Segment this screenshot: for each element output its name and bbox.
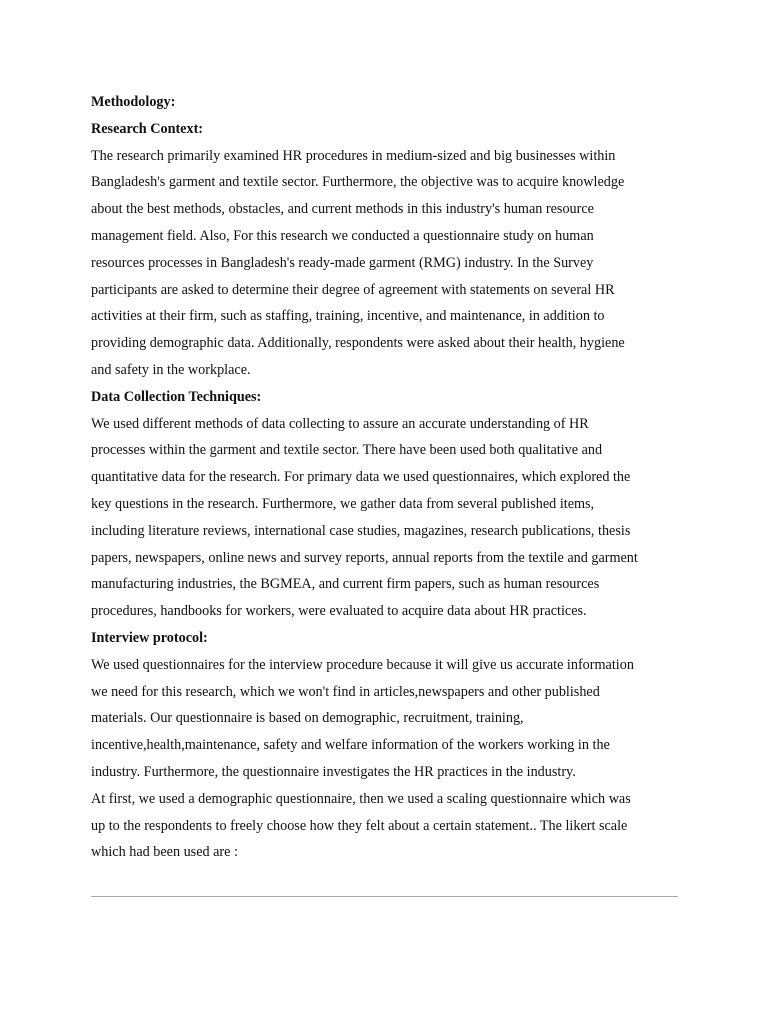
document-body [91,89,678,866]
text-line: management field. Also, For this research we conducted a questionnaire study on human [91,227,594,244]
data-collection-heading: Data Collection Techniques: [91,388,262,405]
text-line: activities at their firm, such as staffing, training, incentive, and maintenance, in addition to [91,308,605,325]
text-line: procedures, handbooks for workers, were evaluated to acquire data about HR practices. [91,603,587,620]
text-line: participants are asked to determine their degree of agreement with statements on several HR [91,281,615,298]
text-line: papers, newspapers, online news and survey reports, annual reports from the textile and garment [91,549,638,566]
text-line: key questions in the research. Furthermore, we gather data from several published items, [91,495,595,512]
text-line: Bangladesh's garment and textile sector. Furthermore, the objective was to acquire knowledge [91,174,625,191]
text-line: manufacturing industries, the BGMEA, and current firm papers, such as human resources [91,576,600,593]
text-line: processes within the garment and textile sector. There have been used both qualitative and [91,442,603,459]
text-line: We used questionnaires for the interview procedure because it will give us accurate information [91,656,634,673]
interview-protocol-paragraph [91,652,678,866]
footnote-separator-line [91,896,678,897]
text-line: which had been used are : [91,844,238,861]
text-line: quantitative data for the research. For primary data we used questionnaires, which explored the [91,469,631,486]
text-line: providing demographic data. Additionally, respondents were asked about their health, hygiene [91,335,625,352]
text-line: about the best methods, obstacles, and current methods in this industry's human resource [91,201,594,218]
text-line: and safety in the workplace. [91,361,251,378]
interview-protocol-heading: Interview protocol: [91,629,208,646]
text-line: At first, we used a demographic questionnaire, then we used a scaling questionnaire which was [91,790,631,807]
text-line: up to the respondents to freely choose how they felt about a certain statement.. The likert scale [91,817,628,834]
text-line: industry. Furthermore, the questionnaire investigates the HR practices in the industry. [91,763,576,780]
text-line: We used different methods of data collecting to assure an accurate understanding of HR [91,415,589,432]
text-line: The research primarily examined HR procedures in medium-sized and big businesses within [91,147,616,164]
text-line: materials. Our questionnaire is based on demographic, recruitment, training, [91,710,524,727]
text-line: resources processes in Bangladesh's ready-made garment (RMG) industry. In the Survey [91,254,594,271]
text-line: including literature reviews, international case studies, magazines, research publications, thesis [91,522,631,539]
data-collection-paragraph [91,411,678,625]
methodology-heading: Methodology: [91,94,176,110]
research-context-paragraph [91,143,678,384]
text-line: we need for this research, which we won't find in articles,newspapers and other published [91,683,600,700]
text-line: incentive,health,maintenance, safety and welfare information of the workers working in the [91,737,610,754]
research-context-heading: Research Context: [91,120,204,137]
